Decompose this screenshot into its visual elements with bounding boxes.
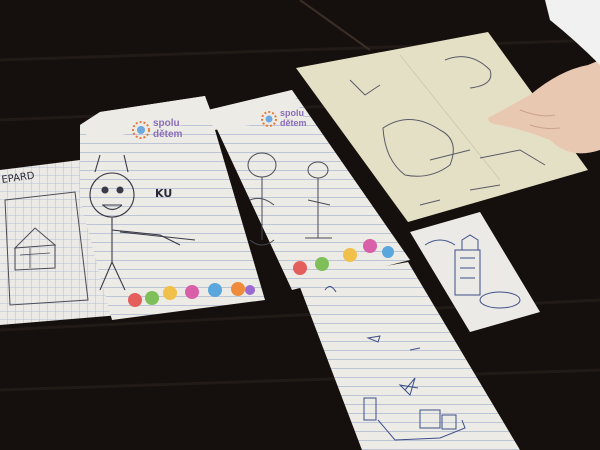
logo-word-spolu: spolu [280, 108, 304, 118]
logo-word-spolu: spolu [153, 118, 180, 129]
eparad-handwriting: EPARD [0, 170, 36, 186]
ku-handwriting: KU [155, 187, 173, 200]
logo-word-detem: dětem [280, 118, 307, 128]
logo-word-detem: dětem [153, 129, 183, 140]
